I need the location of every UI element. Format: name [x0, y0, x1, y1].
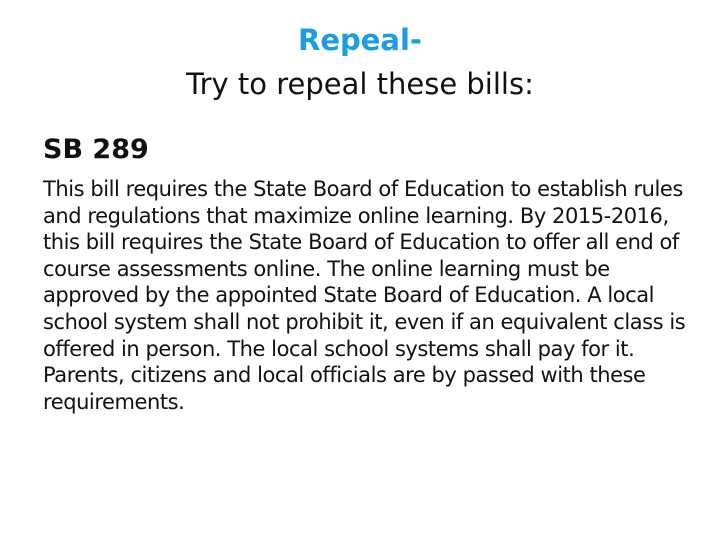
bill-description: This bill requires the State Board of Education to establish rules and regulations that maximize online learning. By 2015-2016, this bill requires the State Board of Education to offer all end of course assessments online. The online learning must be approved by the appointed State Board of Education. A local school system shall not prohibit it, even if an equivalent class is offered in person. The local school systems shall pay for it. Parents, citizens and local officials are by passed with these requirements. [43, 177, 686, 414]
title-accent: Repeal- [298, 23, 422, 57]
title-subtitle: Try to repeal these bills: [186, 67, 534, 101]
title-block [0, 22, 720, 104]
bill-heading: SB 289 [43, 134, 149, 165]
